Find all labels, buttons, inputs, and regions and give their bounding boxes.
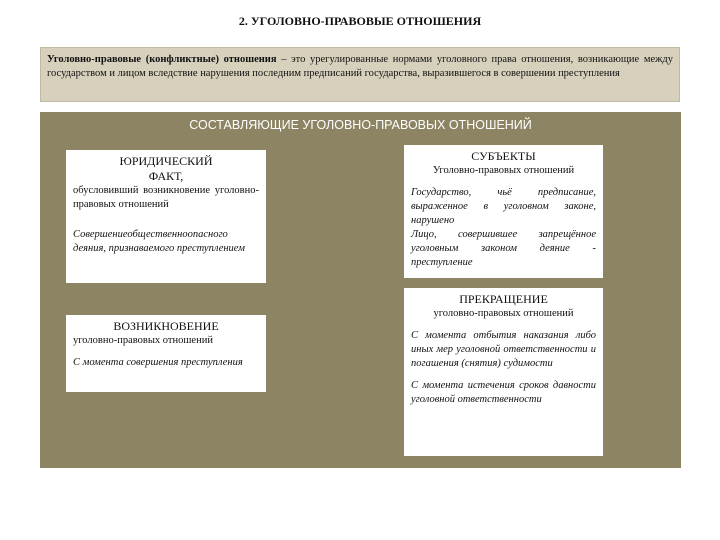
definition-text: – это урегулированные нормами уголовного права отношения, возникающие между государством и лицом вследствие нарушения последним предписаний государства, выразившегося в совершении преступления	[47, 54, 674, 79]
components-header: СОСТАВЛЯЮЩИЕ УГОЛОВНО-ПРАВОВЫХ ОТНОШЕНИЙ	[189, 118, 532, 132]
termination-item-limitation: С момента истечения сроков давности уголовной ответственности	[411, 380, 596, 405]
termination-item-punishment: С момента отбытия наказания либо иных мер уголовной ответственности и погашения (снятия) судимости	[411, 330, 596, 369]
termination-card	[404, 288, 603, 456]
legal-fact-card	[66, 150, 266, 283]
page-title: 2. УГОЛОВНО-ПРАВОВЫЕ ОТНОШЕНИЯ	[238, 14, 482, 28]
subjects-card	[404, 145, 603, 278]
subjects-item-person: Лицо, совершившее запрещённое уголовным законом деяние - преступление	[411, 229, 596, 268]
subjects-title: СУБЪЕКТЫ	[471, 149, 536, 163]
legal-fact-subtitle: обусловивший возникновение уголовно-правовых отношений	[73, 185, 259, 210]
arising-subtitle: уголовно-правовых отношений	[73, 335, 213, 346]
legal-fact-detail: Совершениеобщественноопасного деяния, признаваемого преступлением	[73, 229, 245, 254]
legal-fact-title-line1: ЮРИДИЧЕСКИЙ	[119, 154, 213, 168]
arising-detail: С момента совершения преступления	[73, 357, 243, 368]
arising-card	[66, 315, 266, 392]
legal-fact-title-line2: ФАКТ,	[148, 169, 184, 183]
definition-box	[40, 47, 680, 102]
subjects-item-state: Государство, чьё предписание, выраженное в уголовном законе, нарушено	[411, 187, 596, 226]
termination-subtitle: уголовно-правовых отношений	[433, 308, 574, 319]
arising-title: ВОЗНИКНОВЕНИЕ	[113, 319, 219, 333]
definition-term: Уголовно-правовые (конфликтные) отношения	[47, 54, 277, 65]
termination-title: ПРЕКРАЩЕНИЕ	[459, 292, 548, 306]
subjects-subtitle: Уголовно-правовых отношений	[432, 165, 575, 176]
